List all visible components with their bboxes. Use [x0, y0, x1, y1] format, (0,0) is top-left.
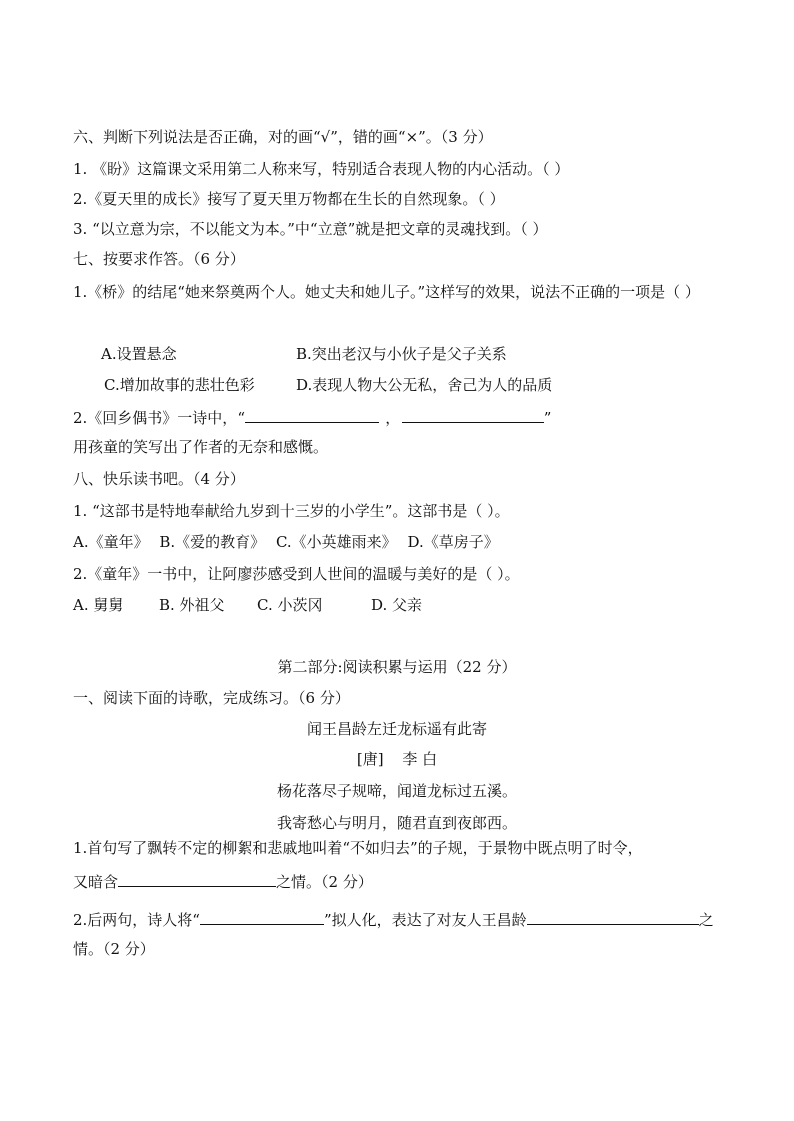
section7-question-1: 1.《桥》的结尾“她来祭奠两个人。她丈夫和她儿子。”这样写的效果，说法不正确的一项是（ ）: [73, 283, 700, 301]
part2-q2-middle: ”拟人化，表达了对友人王昌龄: [323, 911, 527, 929]
part2-q1-line2: [73, 871, 373, 892]
section8-q2-option-c: C. 小茨冈: [257, 596, 323, 614]
section8-q1-option-a: A.《童年》: [73, 533, 149, 551]
section7-q2-comma: ，: [385, 409, 401, 427]
part2-q1-suffix: 之情。（2 分）: [276, 873, 373, 891]
answer-blank[interactable]: [402, 407, 544, 423]
part2-q2-suffix: 之: [698, 911, 714, 929]
section8-q1-option-b: B.《爱的教育》: [159, 533, 266, 551]
part2-q1-line1: 1.首句写了飘转不定的柳絮和悲戚地叫着“不如归去”的子规，于景物中既点明了时令，: [73, 839, 643, 857]
part2-q1-prefix: 又暗含: [73, 873, 119, 891]
section6-question-1: 1. 《盼》这篇课文采用第二人称来写，特别适合表现人物的内心活动。（ ）: [73, 160, 570, 178]
poem-line-1: 杨花落尽子规啼，闻道龙标过五溪。: [276, 782, 517, 800]
section8-question-2: 2.《童年》一书中，让阿廖莎感受到人世间的温暖与美好的是（ ）。: [73, 565, 520, 583]
poem-title: 闻王昌龄左迁龙标遥有此寄: [306, 720, 487, 738]
section7-q2-close: ”: [543, 409, 552, 427]
section7-q1-option-c: C.增加故事的悲壮色彩: [104, 376, 255, 394]
answer-blank[interactable]: [200, 909, 324, 925]
section6-question-3: 3. “以立意为宗，不以能文为本。”中“立意”就是把文章的灵魂找到。（ ）: [73, 220, 548, 238]
section8-heading: 八、快乐读书吧。（4 分）: [73, 470, 245, 488]
section8-question-1: 1. “这部书是特地奉献给九岁到十三岁的小学生”。这部书是（ ）。: [73, 502, 510, 520]
answer-blank[interactable]: [245, 407, 379, 423]
poem-dynasty: [唐]: [356, 750, 384, 768]
section7-q1-option-d: D.表现人物大公无私，舍己为人的品质: [296, 376, 553, 394]
section8-q2-option-b: B. 外祖父: [159, 596, 225, 614]
section8-q1-option-c: C.《小英雄雨来》: [275, 533, 397, 551]
section7-q2-line2: 用孩童的笑写出了作者的无奈和感慨。: [73, 438, 329, 456]
part2-section1-heading: 一、阅读下面的诗歌，完成练习。（6 分）: [73, 689, 350, 707]
section7-q1-option-b: B.突出老汉与小伙子是父子关系: [296, 345, 507, 363]
section8-q1-options: [73, 532, 499, 552]
section7-q1-option-a: A.设置悬念: [101, 345, 177, 363]
section8-q2-option-a: A. 舅舅: [73, 596, 124, 614]
section8-q2-option-d: D. 父亲: [371, 596, 423, 614]
answer-blank[interactable]: [527, 909, 699, 925]
poem-byline: [0, 749, 794, 769]
section8-q1-option-d: D.《草房子》: [407, 533, 499, 551]
part2-q2-line2: 情。（2 分）: [73, 940, 155, 958]
poem-line-2: 我寄愁心与明月，随君直到夜郎西。: [276, 814, 517, 832]
section8-q2-options: [73, 595, 422, 615]
poem-author: 李 白: [402, 750, 438, 768]
answer-blank[interactable]: [118, 871, 276, 887]
section6-heading: 六、判断下列说法是否正确，对的画“√”，错的画“×”。（3 分）: [73, 128, 493, 146]
part2-q2-line1: [73, 909, 714, 930]
section7-q2-prefix: 2.《回乡偶书》一诗中，“: [73, 409, 245, 427]
section6-question-2: 2.《夏天里的成长》接写了夏天里万物都在生长的自然现象。（ ）: [73, 190, 505, 208]
section7-heading: 七、按要求作答。（6 分）: [73, 250, 245, 268]
part2-title: 第二部分:阅读积累与运用（22 分）: [277, 658, 517, 676]
part2-q2-prefix: 2.后两句，诗人将“: [73, 911, 200, 929]
section7-question-2: [73, 407, 551, 428]
